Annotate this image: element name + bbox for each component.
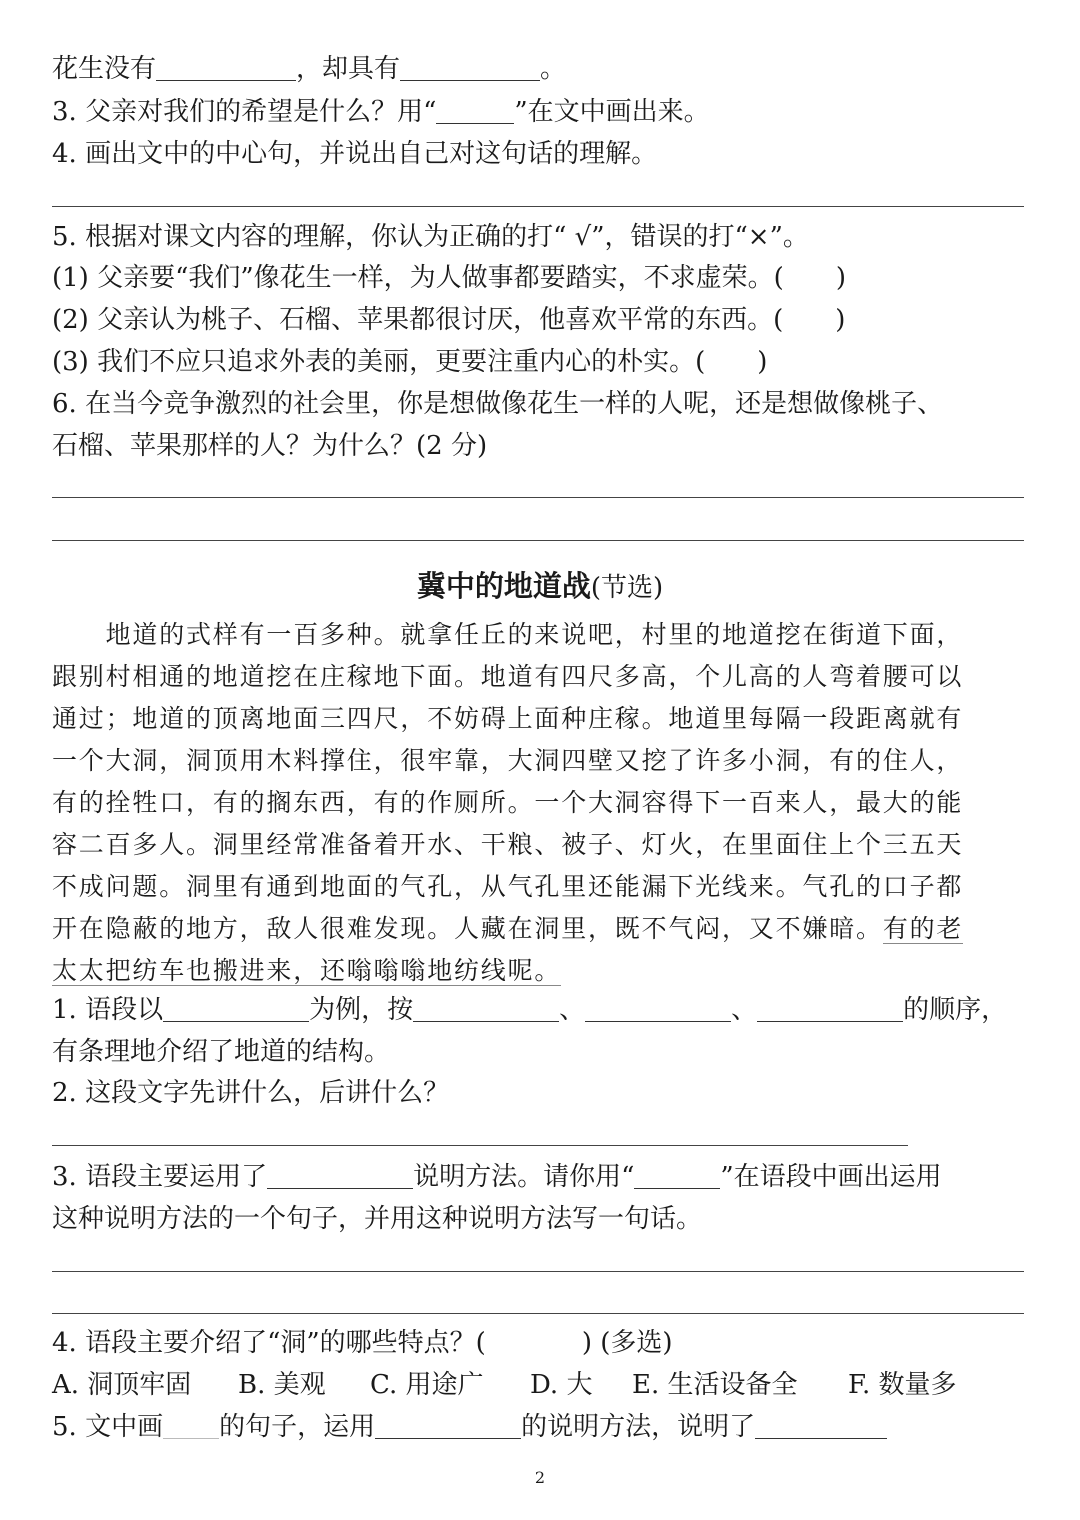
q1-line2: 有条理地介绍了地道的结构。 [52,1037,391,1067]
q4-options [52,1368,957,1402]
option-d[interactable]: D. 大 [530,1370,593,1400]
underline-mark-sample [163,1412,219,1439]
q5: 5. 文中画 的句子，运用 的说明方法，说明了 [52,1410,887,1444]
passage-line: 通过；地道的顶离地面三四尺，不妨碍上面种庄稼。地道里每隔一段距离就有 [52,704,964,733]
q1-line1: 1. 语段以 为例，按 、 、 的顺序， [52,995,1008,1025]
option-f[interactable]: F. 数量多 [848,1370,957,1400]
prev-q5-item-3: (3) 我们不应只追求外表的美丽，更要注重内心的朴实。( ) [52,347,768,377]
passage-line: 开在隐蔽的地方，敌人很难发现。人藏在洞里，既不气闷，又不嫌暗。有的老 [52,914,964,943]
answer-blank[interactable] [267,1162,413,1189]
passage-title: 冀中的地道战(节选) [416,569,664,603]
passage-line: 跟别村相通的地道挖在庄稼地下面。地道有四尺多高，个儿高的人弯着腰可以 [52,662,964,691]
passage-line: 有的拴牲口，有的搁东西，有的作厕所。一个大洞容得下一百来人，最大的能 [52,788,964,817]
answer-line[interactable] [52,497,1024,498]
answer-blank[interactable] [755,1412,887,1439]
underlined-sentence: 有的老 [882,914,964,943]
underline-mark-sample [634,1162,720,1189]
q3-line2: 这种说明方法的一个句子，并用这种说明方法写一句话。 [52,1204,703,1234]
answer-blank[interactable] [156,54,296,81]
underlined-sentence: 太太把纺车也搬进来，还嗡嗡嗡地纺线呢。 [52,956,562,985]
answer-blank[interactable] [163,995,309,1022]
answer-line[interactable] [52,1313,1024,1314]
q4: 4. 语段主要介绍了“洞”的哪些特点？( ) (多选) [52,1328,673,1358]
option-b[interactable]: B. 美观 [238,1370,326,1400]
q3-line1: 3. 语段主要运用了 说明方法。请你用“ ”在语段中画出运用 [52,1162,942,1192]
prev-q2-line: 花生没有 ，却具有 。 [52,54,567,84]
prev-q5: 5. 根据对课文内容的理解，你认为正确的打“ √”，错误的打“×”。 [52,222,809,252]
answer-line[interactable] [52,1145,908,1146]
answer-blank[interactable] [757,995,903,1022]
prev-q6-line1: 6. 在当今竞争激烈的社会里，你是想做像花生一样的人呢，还是想做像桃子、 [52,389,944,419]
option-a[interactable]: A. 洞顶牢固 [52,1370,192,1400]
prev-q4: 4. 画出文中的中心句，并说出自己对这句话的理解。 [52,139,658,169]
passage-line: 一个大洞，洞顶用木料撑住，很牢靠，大洞四壁又挖了许多小洞，有的住人， [52,746,964,775]
answer-blank[interactable] [400,54,540,81]
passage-line: 地道的式样有一百多种。就拿任丘的来说吧，村里的地道挖在街道下面， [52,620,964,649]
answer-blank[interactable] [585,995,731,1022]
option-e[interactable]: E. 生活设备全 [632,1370,798,1400]
answer-blank[interactable] [375,1412,521,1439]
passage-line [52,950,1028,992]
option-c[interactable]: C. 用途广 [370,1370,484,1400]
prev-q6-line2: 石榴、苹果那样的人？为什么？(2 分) [52,431,488,461]
prev-q5-item-2: (2) 父亲认为桃子、石榴、苹果都很讨厌，他喜欢平常的东西。( ) [52,305,846,335]
answer-line[interactable] [52,206,1024,207]
passage-line: 容二百多人。洞里经常准备着开水、干粮、被子、灯火，在里面住上个三五天 [52,830,964,859]
answer-blank[interactable] [413,995,559,1022]
q2: 2. 这段文字先讲什么，后讲什么？ [52,1078,450,1108]
prev-q5-item-1: (1) 父亲要“我们”像花生一样，为人做事都要踏实，不求虚荣。( ) [52,263,846,293]
passage-line: 不成问题。洞里有通到地面的气孔，从气孔里还能漏下光线来。气孔的口子都 [52,872,964,901]
answer-line[interactable] [52,540,1024,541]
answer-line[interactable] [52,1271,1024,1272]
page-number: 2 [534,1468,546,1487]
underline-mark-sample [436,97,514,124]
prev-q3: 3. 父亲对我们的希望是什么？用“ ”在文中画出来。 [52,97,710,127]
